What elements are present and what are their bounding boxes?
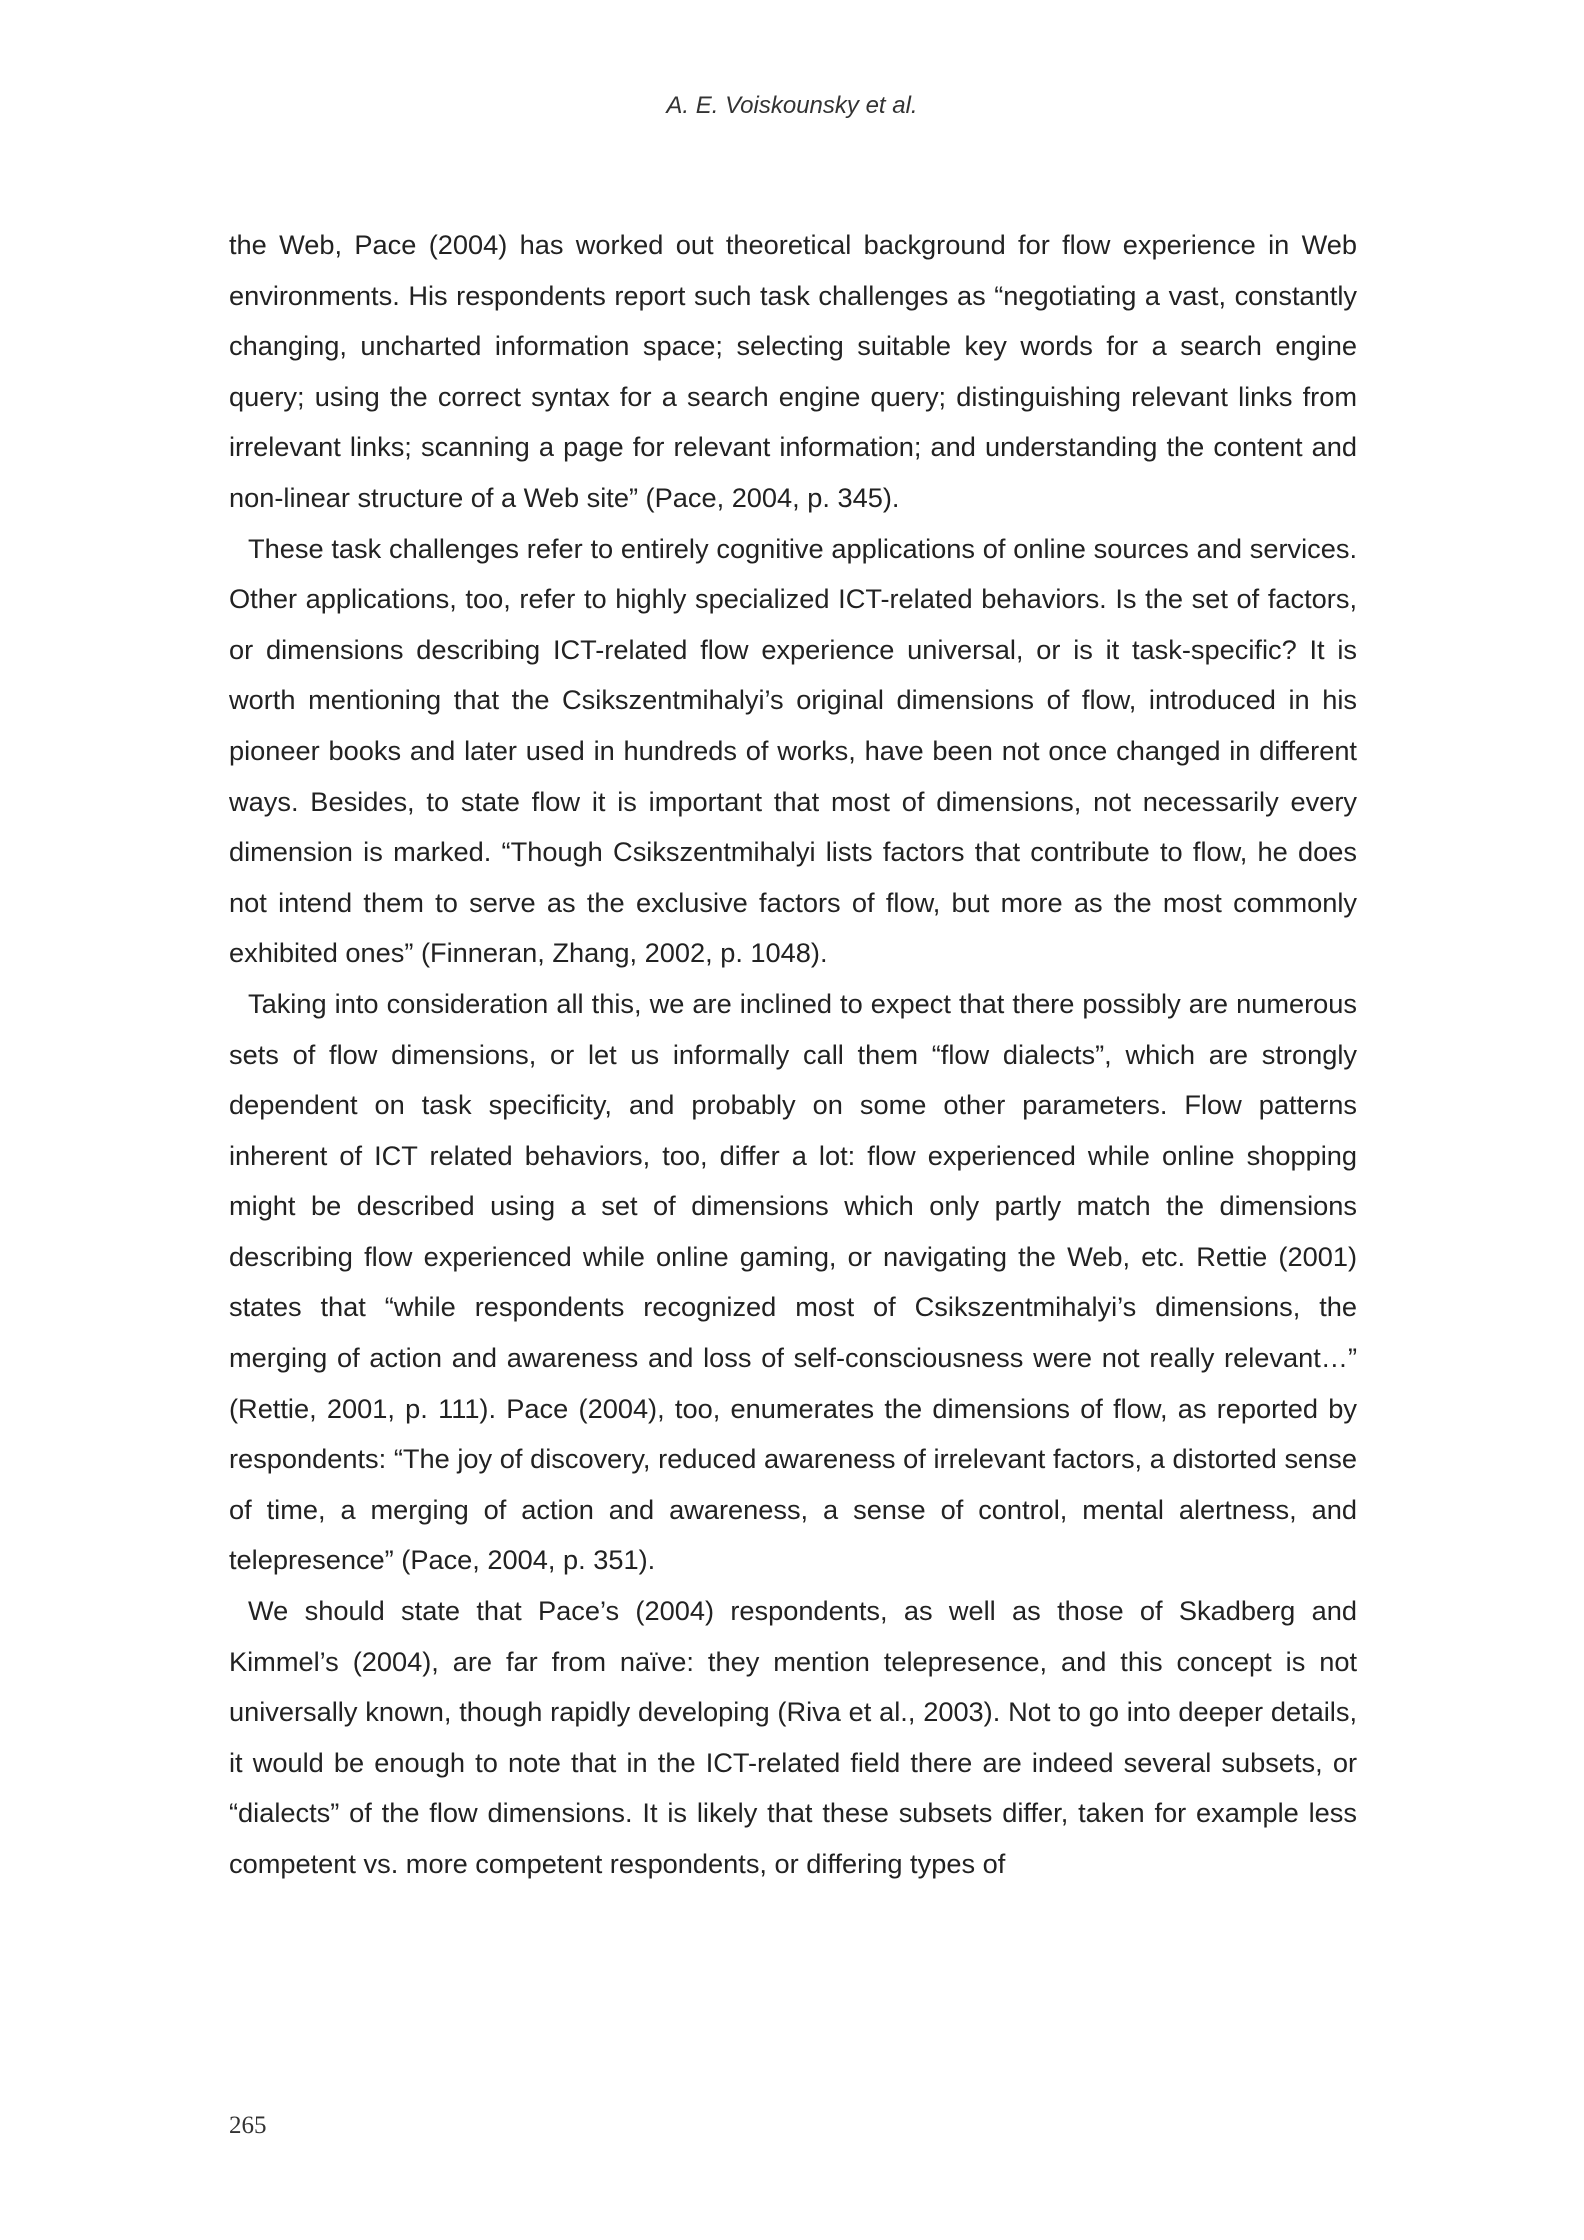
paragraph: Taking into consideration all this, we are inclined to expect that there possibly are numerous sets of flow dimensions, or let us informally call them “flow dialects”, which are strongly dependent on task specificity, and probably on some other parameters. Flow patterns inherent of ICT related behaviors, too, differ a lot: flow experienced while online shopping might be described using a set of dimensions which only partly match the dimensions describing flow experienced while online gaming, or navigating the Web, etc. Rettie (2001) states that “while respondents recognized most of Csikszentmihalyi’s dimensions, the merging of action and awareness and loss of self-consciousness were not really relevant…” (Rettie, 2001, p. 111). Pace (2004), too, enumerates the dimensions of flow, as reported by respondents: “The joy of discovery, reduced awareness of irrelevant factors, a distorted sense of time, a merging of action and awareness, a sense of control, mental alertness, and telepresence” (Pace, 2004, p. 351).: [229, 987, 1357, 1576]
paragraph: These task challenges refer to entirely cognitive applications of online sources and services. Other applications, too, refer to highly specialized ICT-related behaviors. Is the set of factors, or dimensions describing ICT-related flow experience universal, or is it task-specific? It is worth mentioning that the Csikszentmihalyi’s original dimensions of flow, introduced in his pioneer books and later used in hundreds of works, have been not once changed in different ways. Besides, to state flow it is important that most of dimensions, not necessarily every dimension is marked. “Though Csikszentmihalyi lists factors that contribute to flow, he does not intend them to serve as the exclusive factors of flow, but more as the most commonly exhibited ones” (Finneran, Zhang, 2002, p. 1048).: [229, 532, 1357, 969]
paragraph: the Web, Pace (2004) has worked out theoretical background for flow experience in Web environments. His respondents report such task challenges as “negotiating a vast, constantly changing, uncharted information space; selecting suitable key words for a search engine query; using the correct syntax for a search engine query; distinguishing relevant links from irrelevant links; scanning a page for relevant information; and understanding the content and non-linear structure of a Web site” (Pace, 2004, p. 345).: [229, 229, 1357, 513]
page-number: 265: [229, 2112, 267, 2139]
paragraph: We should state that Pace’s (2004) respondents, as well as those of Skadberg and Kimmel’s (2004), are far from naïve: they mention telepresence, and this concept is not universally known, though rapidly developing (Riva et al., 2003). Not to go into deeper details, it would be enough to note that in the ICT-related field there are indeed several subsets, or “dialects” of the flow dimensions. It is likely that these subsets differ, taken for example less competent vs. more competent respondents, or differing types of: [229, 1595, 1357, 1879]
body-text: [229, 220, 1357, 1890]
running-header: A. E. Voiskounsky et al.: [666, 92, 918, 119]
